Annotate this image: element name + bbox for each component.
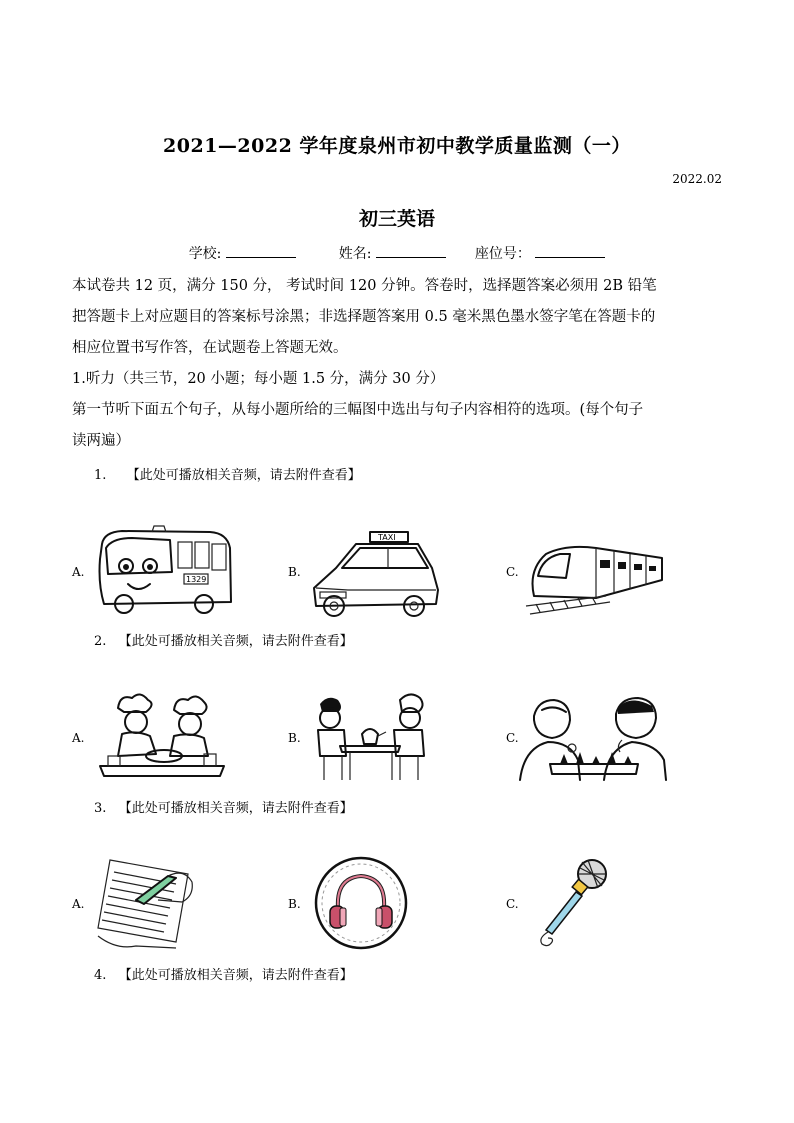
seat-blank [535,245,605,258]
bus-number: 1329 [186,575,207,584]
instructions-line-1: 本试卷共 12 页，满分 150 分， 考试时间 120 分钟。答卷时，选择题答案必须用 2B 铅笔 [72,278,657,294]
q2-option-c-label: C. [506,731,519,745]
question-3 [94,797,353,816]
bus-image [92,524,234,616]
taxi-image [308,528,446,618]
tea-party-image [314,690,430,784]
q1-option-c-label: C. [506,565,519,579]
name-blank [376,245,446,258]
question-number: 2. [94,634,107,649]
question-number: 3. [94,801,107,816]
question-number: 4. [94,968,107,983]
audio-prompt[interactable]: 【此处可播放相关音频，请去附件查看】 [118,634,353,649]
question-4 [94,964,353,983]
instructions-line-3: 相应位置书写作答，在试题卷上答题无效。 [72,340,348,356]
instructions-line-2: 把答题卡上对应题目的答案标号涂黑；非选择题答案用 0.5 毫米黑色墨水签字笔在答题卡的 [72,309,656,325]
school-label: 学校: [188,246,222,262]
microphone-image [532,856,612,950]
q3-option-c-label: C. [506,897,519,911]
writing-on-paper-image [96,856,198,950]
school-blank [226,245,296,258]
audio-prompt[interactable]: 【此处可播放相关音频，请去附件查看】 [126,468,361,483]
question-1 [94,464,361,483]
children-cooking-image [100,690,224,780]
student-info-line [0,243,794,263]
seat-label: 座位号： [474,246,531,262]
q1-option-b-label: B. [288,565,301,579]
q1-option-a-label: A. [72,565,85,579]
exam-subject: 初三英语 [358,208,435,230]
train-image [526,540,666,616]
name-label: 姓名: [338,246,372,262]
taxi-sign: TAXI [378,533,396,542]
q3-option-b-label: B. [288,897,301,911]
audio-prompt[interactable]: 【此处可播放相关音频，请去附件查看】 [118,968,353,983]
headphones-image [314,856,408,950]
question-number: 1. [94,468,107,483]
audio-prompt[interactable]: 【此处可播放相关音频，请去附件查看】 [118,801,353,816]
q2-option-b-label: B. [288,731,301,745]
part1-instructions-line-1: 第一节听下面五个句子，从每小题所给的三幅图中选出与句子内容相符的选项。(每个句子 [72,402,644,418]
section-heading: 1.听力（共三节，20 小题；每小题 1.5 分，满分 30 分） [72,371,445,387]
q2-option-a-label: A. [72,731,85,745]
q3-option-a-label: A. [72,897,85,911]
part1-instructions-line-2: 读两遍） [72,433,130,449]
playing-chess-image [520,690,666,784]
exam-title: 2021—2022 学年度泉州市初中教学质量监测（一） [163,135,631,157]
exam-date: 2022.02 [672,172,722,186]
question-2 [94,630,353,649]
